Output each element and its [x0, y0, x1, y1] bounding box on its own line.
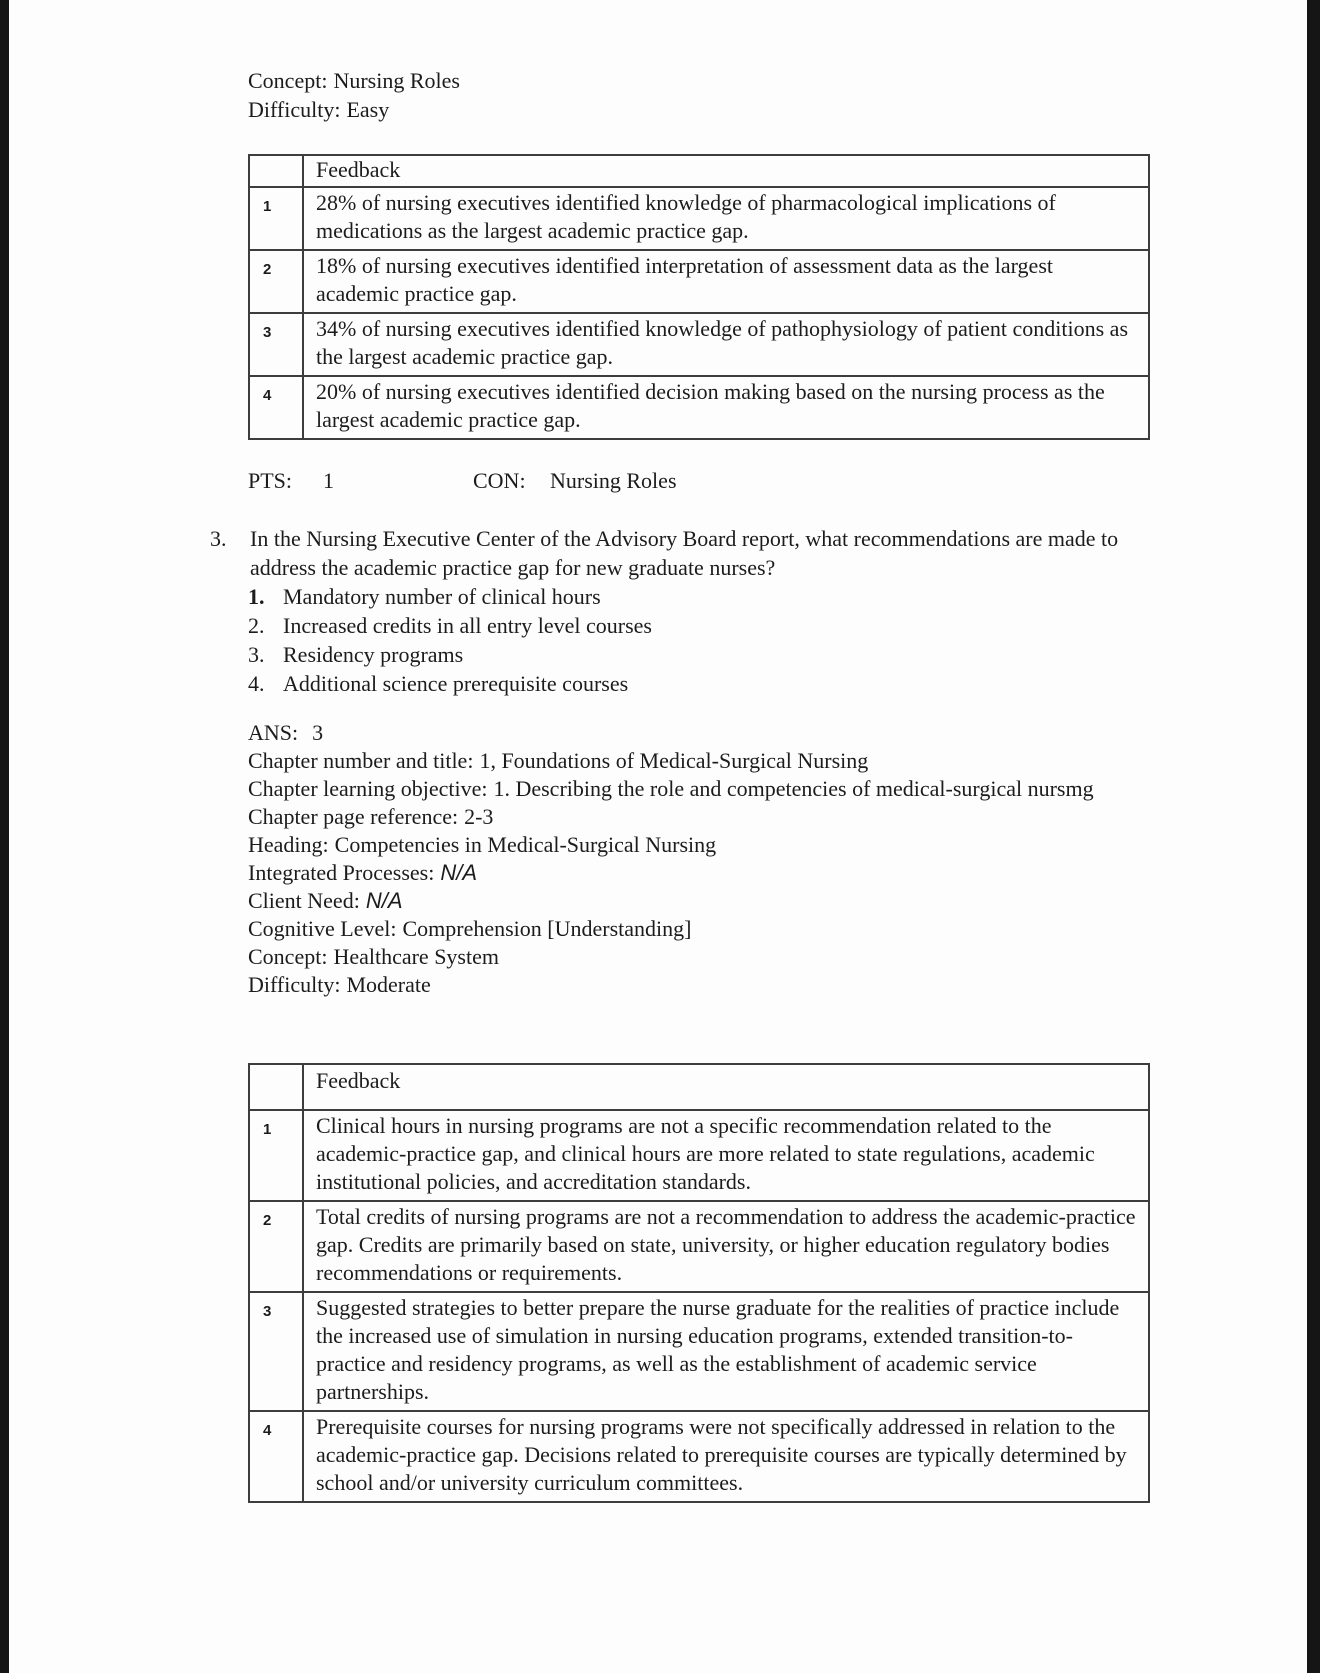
metadata-value: Healthcare System	[333, 944, 499, 969]
con-value: Nursing Roles	[550, 468, 677, 493]
metadata-line	[248, 831, 1100, 859]
feedback-row-number: 4	[249, 376, 303, 439]
metadata-value: 3	[312, 720, 324, 745]
option-number: 1.	[248, 584, 265, 609]
feedback-row-text: 28% of nursing executives identified knowledge of pharmacological implications of medications as the largest academic practice gap.	[303, 187, 1149, 250]
feedback-row-text: Prerequisite courses for nursing programs were not specifically addressed in relation to the academic-practice gap. Decisions related to prerequisite courses are typically determined by school and/or university curriculum committees.	[303, 1411, 1149, 1502]
metadata-value: N/A	[365, 888, 403, 913]
metadata-value: 1, Foundations of Medical-Surgical Nursing	[479, 748, 869, 773]
metadata-label: Client Need:	[248, 888, 360, 913]
feedback-row-text: 18% of nursing executives identified interpretation of assessment data as the largest academic practice gap.	[303, 250, 1149, 313]
metadata-line	[248, 859, 1100, 887]
metadata-value: N/A	[440, 860, 478, 885]
feedback-row-text: 34% of nursing executives identified knowledge of pathophysiology of patient conditions as the largest academic practice gap.	[303, 313, 1149, 376]
metadata-label: ANS:	[248, 720, 299, 745]
table-row	[249, 376, 1149, 439]
metadata-value: Comprehension [Understanding]	[402, 916, 692, 941]
feedback-column-header: Feedback	[303, 1064, 1149, 1110]
top-meta-block	[248, 66, 460, 124]
metadata-label: Difficulty:	[248, 972, 341, 997]
feedback-row-number: 4	[249, 1411, 303, 1502]
metadata-label: Integrated Processes:	[248, 860, 435, 885]
metadata-line	[248, 775, 1100, 803]
table-row	[249, 1411, 1149, 1502]
pts-con-line	[248, 468, 808, 498]
pts-label: PTS:	[248, 468, 293, 493]
table-row	[249, 1110, 1149, 1201]
table-row	[249, 1292, 1149, 1411]
question-number: 3.	[210, 526, 227, 551]
feedback-table-1	[248, 154, 1150, 440]
table-row	[249, 250, 1149, 313]
option-text: Mandatory number of clinical hours	[283, 584, 601, 609]
feedback-row-text: 20% of nursing executives identified decision making based on the nursing process as the largest academic practice gap.	[303, 376, 1149, 439]
option-text: Increased credits in all entry level courses	[283, 613, 652, 638]
option-text: Additional science prerequisite courses	[283, 671, 629, 696]
feedback-row-text: Suggested strategies to better prepare the nurse graduate for the realities of practice include the increased use of simulation in nursing education programs, extended transition-to-practice and residency programs, as well as the establishment of academic service partnerships.	[303, 1292, 1149, 1411]
feedback-row-text: Clinical hours in nursing programs are not a specific recommendation related to the academic-practice gap, and clinical hours are more related to state regulations, academic institutional policies, and accreditation standards.	[303, 1110, 1149, 1201]
pts-value: 1	[323, 468, 334, 493]
metadata-label: Chapter number and title:	[248, 748, 474, 773]
metadata-label: Heading:	[248, 832, 329, 857]
number-column-header	[249, 155, 303, 187]
feedback-row-number: 3	[249, 313, 303, 376]
metadata-label: Concept:	[248, 944, 328, 969]
metadata-line	[248, 66, 460, 95]
option-number: 4.	[248, 671, 265, 696]
feedback-row-number: 1	[249, 1110, 303, 1201]
con-label: CON:	[473, 468, 526, 493]
answer-option	[248, 582, 1130, 611]
metadata-value: Competencies in Medical-Surgical Nursing	[334, 832, 717, 857]
option-number: 2.	[248, 613, 265, 638]
metadata-line	[248, 887, 1100, 915]
metadata-value: Easy	[346, 97, 390, 122]
answer-option	[248, 640, 1130, 669]
feedback-row-number: 2	[249, 1201, 303, 1292]
table-row	[249, 313, 1149, 376]
table-row	[249, 187, 1149, 250]
metadata-line	[248, 747, 1100, 775]
metadata-label: Concept:	[248, 68, 328, 93]
answer-meta-block	[248, 719, 1100, 999]
metadata-line	[248, 971, 1100, 999]
metadata-value: Nursing Roles	[333, 68, 460, 93]
metadata-value: 1. Describing the role and competencies of medical-surgical nursmg	[493, 776, 1094, 801]
metadata-label: Chapter learning objective:	[248, 776, 488, 801]
right-black-border	[1307, 0, 1320, 1673]
metadata-line	[248, 95, 460, 124]
metadata-line	[248, 943, 1100, 971]
feedback-column-header: Feedback	[303, 155, 1149, 187]
table-header-row	[249, 155, 1149, 187]
answer-option	[248, 611, 1130, 640]
metadata-label: Chapter page reference:	[248, 804, 459, 829]
feedback-row-number: 3	[249, 1292, 303, 1411]
feedback-row-number: 2	[249, 250, 303, 313]
metadata-value: Moderate	[346, 972, 431, 997]
metadata-value: 2-3	[464, 804, 494, 829]
metadata-label: Difficulty:	[248, 97, 341, 122]
metadata-line	[248, 803, 1100, 831]
left-black-border	[0, 0, 9, 1673]
table-header-row	[249, 1064, 1149, 1110]
feedback-table-2	[248, 1063, 1150, 1503]
metadata-line	[248, 719, 1100, 747]
option-text: Residency programs	[283, 642, 464, 667]
question-options	[248, 582, 1130, 698]
question-block	[210, 524, 1130, 698]
table-row	[249, 1201, 1149, 1292]
answer-option	[248, 669, 1130, 698]
question-text: In the Nursing Executive Center of the Advisory Board report, what recommendations are made to address the academic practice gap for new graduate nurses?	[250, 526, 1119, 580]
metadata-label: Cognitive Level:	[248, 916, 397, 941]
number-column-header	[249, 1064, 303, 1110]
option-number: 3.	[248, 642, 265, 667]
feedback-row-number: 1	[249, 187, 303, 250]
metadata-line	[248, 915, 1100, 943]
feedback-row-text: Total credits of nursing programs are not a recommendation to address the academic-practice gap. Credits are primarily based on state, university, or higher education regulatory bodies recommendations or requirements.	[303, 1201, 1149, 1292]
